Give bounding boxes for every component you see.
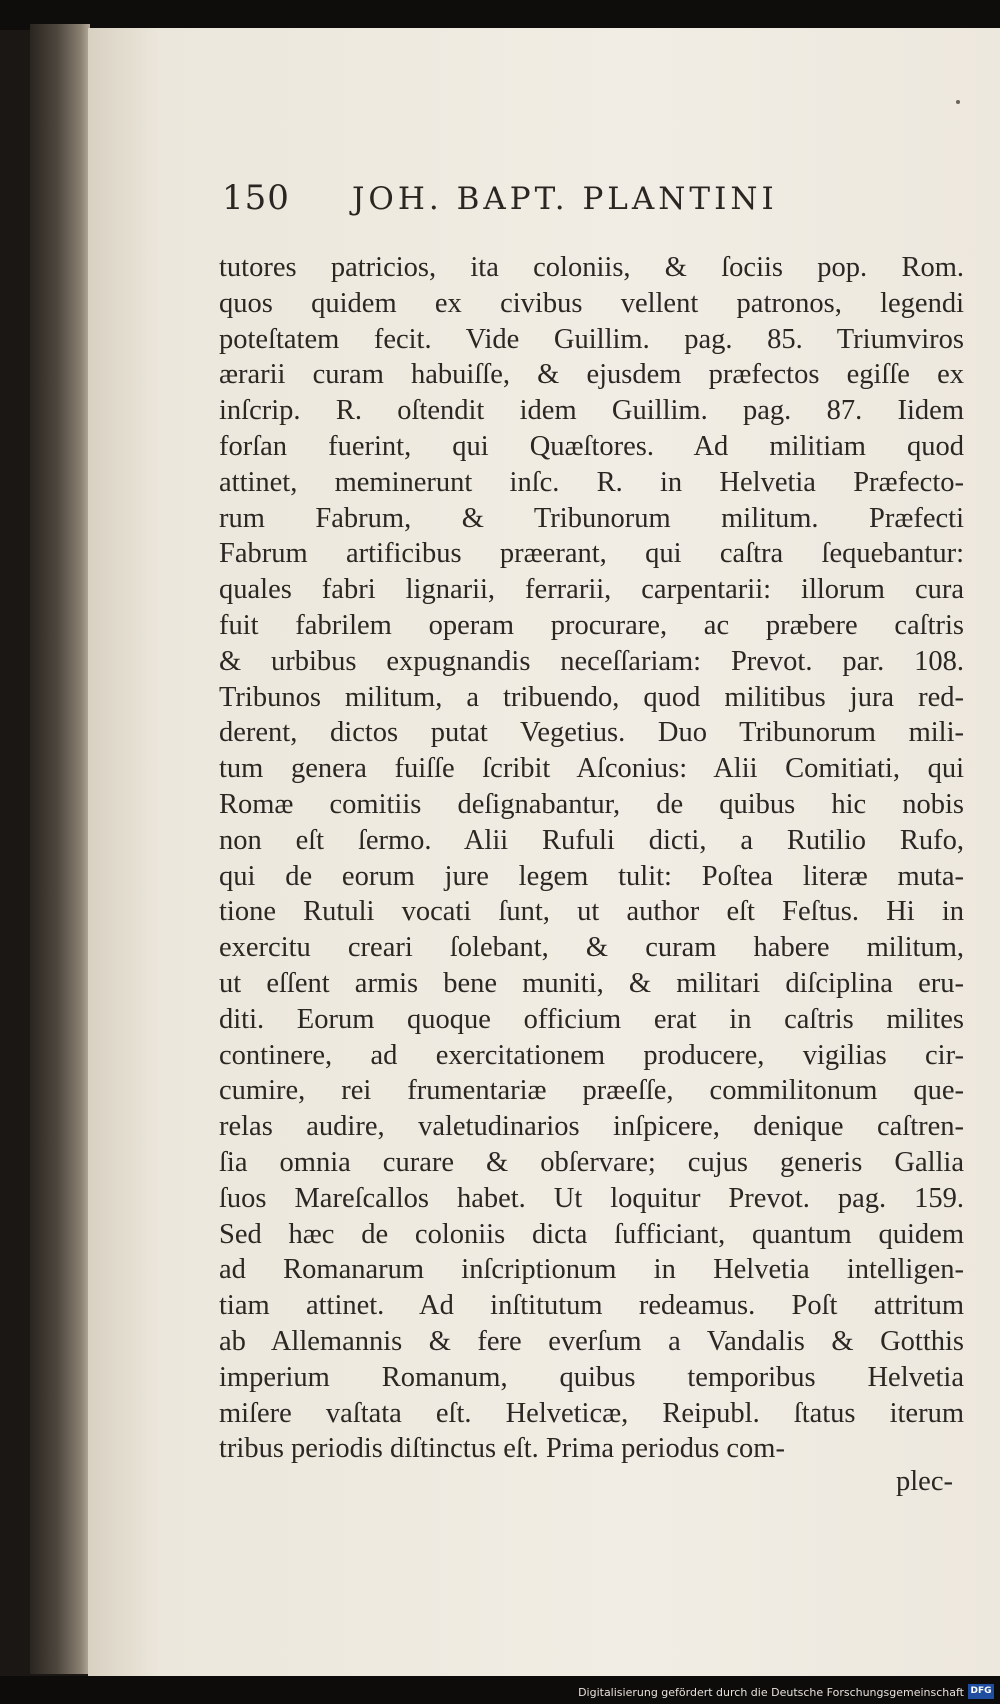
- text-line: quales fabri lignarii, ferrarii, carpentarii: illorum cura: [219, 574, 964, 606]
- header-title: JOH. BAPT. PLANTINI: [352, 181, 778, 217]
- text-line: attinet, meminerunt inſc. R. in Helvetia Præfecto-: [219, 466, 964, 498]
- text-line: ſia omnia curare & obſervare; cujus generis Gallia: [219, 1146, 964, 1178]
- text-line: ab Allemannis & fere everſum a Vandalis & Gotthis: [219, 1325, 964, 1357]
- text-line: tribus periodis diſtinctus eſt. Prima periodus com-: [219, 1433, 785, 1465]
- text-line: tione Rutuli vocati ſunt, ut author eſt Feſtus. Hi in: [219, 896, 964, 928]
- catchword: plec-: [896, 1466, 953, 1497]
- text-line: tum genera fuiſſe ſcribit Aſconius: Alii Comitiati, qui: [219, 753, 964, 785]
- digitization-credit: Digitalisierung gefördert durch die Deutsche Forschungsgemeinschaft: [578, 1686, 964, 1699]
- page-speck: [956, 100, 960, 104]
- text-line: Fabrum artificibus præerant, qui caſtra ſequebantur:: [219, 538, 964, 570]
- text-line: fuit fabrilem operam procurare, ac præbere caſtris: [219, 609, 964, 641]
- page-number: 150: [222, 178, 290, 218]
- text-line: Tribunos militum, a tribuendo, quod militibus jura red-: [219, 681, 964, 713]
- text-line: relas audire, valetudinarios inſpicere, denique caſtren-: [219, 1111, 964, 1143]
- book-spine-shadow: [30, 24, 90, 1674]
- scan-top-border: [0, 0, 1000, 30]
- text-line: cumire, rei frumentariæ præeſſe, commilitonum que-: [219, 1075, 964, 1107]
- text-line: continere, ad exercitationem producere, vigilias cir-: [219, 1039, 964, 1071]
- book-page: [88, 28, 1000, 1676]
- text-line: inſcrip. R. oſtendit idem Guillim. pag. 87. Iidem: [219, 395, 964, 427]
- text-line: non eſt ſermo. Alii Rufuli dicti, a Rutilio Rufo,: [219, 824, 964, 856]
- dfg-logo: DFG: [968, 1684, 994, 1699]
- text-line: miſere vaſtata eſt. Helveticæ, Reipubl. ſtatus iterum: [219, 1397, 964, 1429]
- text-line: ærarii curam habuiſſe, & ejusdem præfectos egiſſe ex: [219, 359, 964, 391]
- text-line: poteſtatem fecit. Vide Guillim. pag. 85. Triumviros: [219, 323, 964, 355]
- text-line: ad Romanarum inſcriptionum in Helvetia intelligen-: [219, 1254, 964, 1286]
- text-line: Romæ comitiis deſignabantur, de quibus hic nobis: [219, 788, 964, 820]
- text-line: tutores patricios, ita coloniis, & ſociis pop. Rom.: [219, 252, 964, 283]
- page-content: [88, 28, 1000, 1676]
- text-line: qui de eorum jure legem tulit: Poſtea literæ muta-: [219, 860, 964, 892]
- running-head: [222, 178, 922, 222]
- text-line: tiam attinet. Ad inſtitutum redeamus. Poſt attritum: [219, 1290, 964, 1322]
- text-line: & urbibus expugnandis neceſſariam: Prevot. par. 108.: [219, 645, 964, 677]
- body-text: [219, 250, 964, 1467]
- text-line: exercitu creari ſolebant, & curam habere militum,: [219, 932, 964, 964]
- text-line: imperium Romanum, quibus temporibus Helvetia: [219, 1361, 964, 1393]
- text-line: rum Fabrum, & Tribunorum militum. Præfecti: [219, 502, 964, 534]
- text-line: Sed hæc de coloniis dicta ſufficiant, quantum quidem: [219, 1218, 964, 1250]
- text-line: forſan fuerint, qui Quæſtores. Ad militiam quod: [219, 430, 964, 462]
- text-line: derent, dictos putat Vegetius. Duo Tribunorum mili-: [219, 717, 964, 749]
- text-line: ut eſſent armis bene muniti, & militari diſciplina eru-: [219, 967, 964, 999]
- text-line: ſuos Mareſcallos habet. Ut loquitur Prevot. pag. 159.: [219, 1182, 964, 1214]
- text-line: quos quidem ex civibus vellent patronos, legendi: [219, 287, 964, 319]
- text-line: diti. Eorum quoque officium erat in caſtris milites: [219, 1003, 964, 1035]
